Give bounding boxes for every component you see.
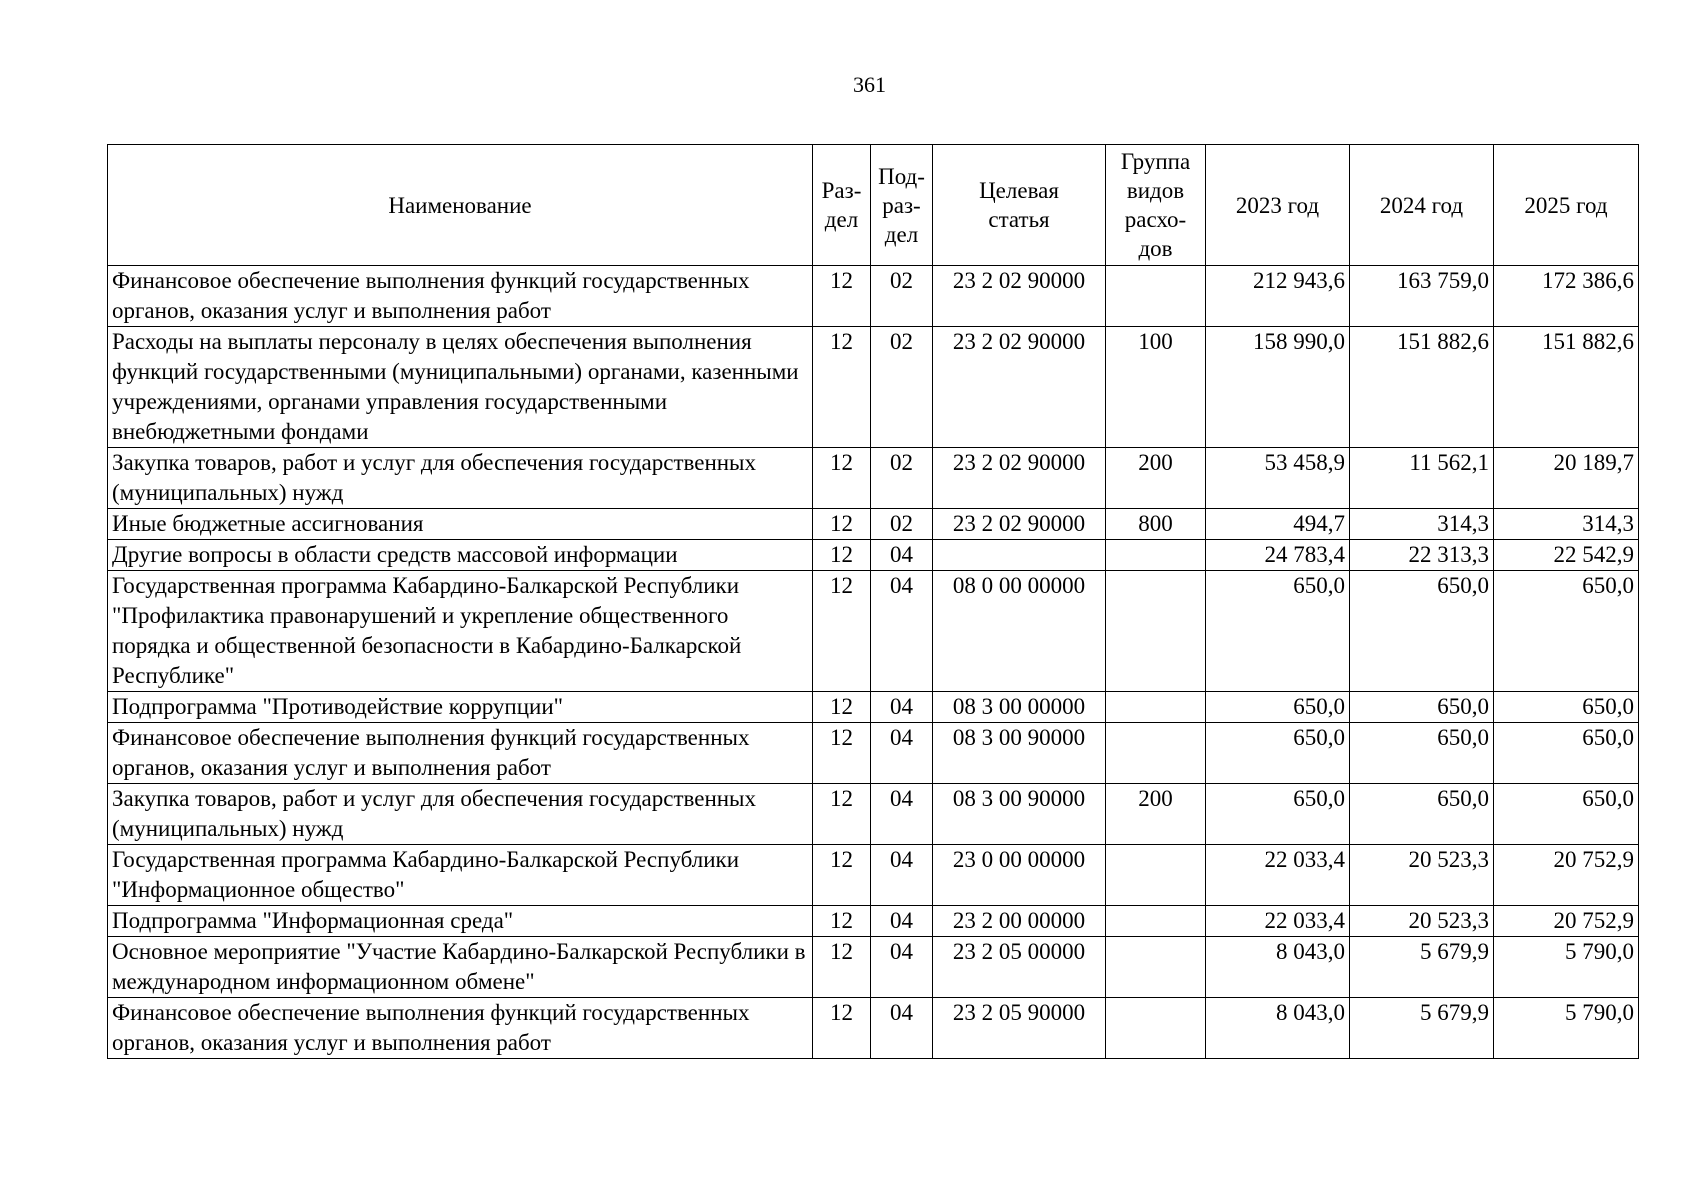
row-group [1106, 906, 1206, 937]
row-2025: 172 386,6 [1494, 266, 1639, 327]
row-2025: 650,0 [1494, 784, 1639, 845]
header-2025: 2025 год [1494, 145, 1639, 266]
row-2023: 24 783,4 [1206, 540, 1350, 571]
row-2024: 650,0 [1350, 723, 1494, 784]
row-razdel: 12 [813, 723, 871, 784]
row-2025: 5 790,0 [1494, 937, 1639, 998]
row-name: Иные бюджетные ассигнования [108, 509, 813, 540]
row-name: Государственная программа Кабардино-Балкарской Республики "Профилактика правонарушений и укрепление общественного порядка и общественной безопасности в Кабардино-Балкарской Республике" [108, 571, 813, 692]
row-article: 08 3 00 90000 [933, 723, 1106, 784]
table-row [108, 327, 1639, 448]
row-2023: 53 458,9 [1206, 448, 1350, 509]
row-2024: 22 313,3 [1350, 540, 1494, 571]
row-article: 23 2 00 00000 [933, 906, 1106, 937]
row-group [1106, 723, 1206, 784]
row-group: 800 [1106, 509, 1206, 540]
row-2023: 212 943,6 [1206, 266, 1350, 327]
row-2025: 314,3 [1494, 509, 1639, 540]
row-article: 23 2 02 90000 [933, 266, 1106, 327]
row-name: Расходы на выплаты персоналу в целях обеспечения выполнения функций государственными (муниципальными) органами, казенными учреждениями, органами управления государственными внебюджетными фондами [108, 327, 813, 448]
row-podrazdel: 04 [871, 906, 933, 937]
row-article: 23 0 00 00000 [933, 845, 1106, 906]
row-podrazdel: 04 [871, 540, 933, 571]
header-podrazdel: Под- раз- дел [871, 145, 933, 266]
row-podrazdel: 04 [871, 845, 933, 906]
row-razdel: 12 [813, 509, 871, 540]
page-number: 361 [853, 72, 886, 97]
row-razdel: 12 [813, 266, 871, 327]
row-2023: 650,0 [1206, 784, 1350, 845]
row-2023: 650,0 [1206, 692, 1350, 723]
row-podrazdel: 04 [871, 998, 933, 1059]
row-article: 23 2 02 90000 [933, 327, 1106, 448]
row-razdel: 12 [813, 327, 871, 448]
row-razdel: 12 [813, 998, 871, 1059]
row-2024: 20 523,3 [1350, 906, 1494, 937]
row-razdel: 12 [813, 540, 871, 571]
row-podrazdel: 04 [871, 784, 933, 845]
row-name: Финансовое обеспечение выполнения функций государственных органов, оказания услуг и выполнения работ [108, 998, 813, 1059]
row-podrazdel: 04 [871, 937, 933, 998]
row-2023: 8 043,0 [1206, 937, 1350, 998]
row-2023: 22 033,4 [1206, 906, 1350, 937]
row-2024: 5 679,9 [1350, 937, 1494, 998]
row-2024: 650,0 [1350, 784, 1494, 845]
header-name: Наименование [108, 145, 813, 266]
row-article: 23 2 05 00000 [933, 937, 1106, 998]
header-2024: 2024 год [1350, 145, 1494, 266]
row-podrazdel: 02 [871, 448, 933, 509]
row-name: Государственная программа Кабардино-Балкарской Республики "Информационное общество" [108, 845, 813, 906]
row-2024: 20 523,3 [1350, 845, 1494, 906]
row-group [1106, 266, 1206, 327]
table-header-row [108, 145, 1639, 266]
row-name: Другие вопросы в области средств массовой информации [108, 540, 813, 571]
row-podrazdel: 04 [871, 692, 933, 723]
row-2024: 11 562,1 [1350, 448, 1494, 509]
row-group [1106, 540, 1206, 571]
header-group: Группа видов расхо- дов [1106, 145, 1206, 266]
row-podrazdel: 02 [871, 509, 933, 540]
table-row [108, 723, 1639, 784]
row-razdel: 12 [813, 906, 871, 937]
row-podrazdel: 02 [871, 327, 933, 448]
row-podrazdel: 04 [871, 723, 933, 784]
table-row [108, 906, 1639, 937]
row-2023: 22 033,4 [1206, 845, 1350, 906]
row-2024: 163 759,0 [1350, 266, 1494, 327]
row-razdel: 12 [813, 571, 871, 692]
table-row [108, 784, 1639, 845]
table-row [108, 509, 1639, 540]
row-group: 200 [1106, 784, 1206, 845]
table-row [108, 571, 1639, 692]
table-row [108, 692, 1639, 723]
table-row [108, 540, 1639, 571]
table-row [108, 448, 1639, 509]
header-razdel: Раз- дел [813, 145, 871, 266]
row-group [1106, 937, 1206, 998]
row-razdel: 12 [813, 448, 871, 509]
row-2023: 650,0 [1206, 571, 1350, 692]
row-2024: 314,3 [1350, 509, 1494, 540]
row-group [1106, 692, 1206, 723]
row-2025: 650,0 [1494, 571, 1639, 692]
row-podrazdel: 02 [871, 266, 933, 327]
row-2023: 650,0 [1206, 723, 1350, 784]
row-2024: 650,0 [1350, 571, 1494, 692]
row-group: 200 [1106, 448, 1206, 509]
row-article: 08 0 00 00000 [933, 571, 1106, 692]
table-row [108, 937, 1639, 998]
row-razdel: 12 [813, 845, 871, 906]
row-2025: 20 752,9 [1494, 845, 1639, 906]
budget-table [107, 144, 1639, 1059]
row-name: Финансовое обеспечение выполнения функций государственных органов, оказания услуг и выполнения работ [108, 266, 813, 327]
row-name: Закупка товаров, работ и услуг для обеспечения государственных (муниципальных) нужд [108, 784, 813, 845]
row-name: Основное мероприятие "Участие Кабардино-Балкарской Республики в международном информационном обмене" [108, 937, 813, 998]
row-article [933, 540, 1106, 571]
row-podrazdel: 04 [871, 571, 933, 692]
row-razdel: 12 [813, 692, 871, 723]
row-name: Подпрограмма "Информационная среда" [108, 906, 813, 937]
table-row [108, 266, 1639, 327]
row-2023: 158 990,0 [1206, 327, 1350, 448]
table-row [108, 998, 1639, 1059]
row-2025: 22 542,9 [1494, 540, 1639, 571]
row-2025: 650,0 [1494, 723, 1639, 784]
row-name: Закупка товаров, работ и услуг для обеспечения государственных (муниципальных) нужд [108, 448, 813, 509]
header-2023: 2023 год [1206, 145, 1350, 266]
row-name: Подпрограмма "Противодействие коррупции" [108, 692, 813, 723]
table-row [108, 845, 1639, 906]
row-article: 08 3 00 00000 [933, 692, 1106, 723]
row-article: 23 2 02 90000 [933, 509, 1106, 540]
row-2025: 20 752,9 [1494, 906, 1639, 937]
row-2024: 151 882,6 [1350, 327, 1494, 448]
row-article: 23 2 05 90000 [933, 998, 1106, 1059]
row-group: 100 [1106, 327, 1206, 448]
row-group [1106, 571, 1206, 692]
row-2025: 151 882,6 [1494, 327, 1639, 448]
row-2023: 494,7 [1206, 509, 1350, 540]
row-article: 23 2 02 90000 [933, 448, 1106, 509]
row-article: 08 3 00 90000 [933, 784, 1106, 845]
row-2025: 20 189,7 [1494, 448, 1639, 509]
row-2025: 5 790,0 [1494, 998, 1639, 1059]
row-2024: 650,0 [1350, 692, 1494, 723]
row-group [1106, 845, 1206, 906]
row-2024: 5 679,9 [1350, 998, 1494, 1059]
row-2025: 650,0 [1494, 692, 1639, 723]
row-name: Финансовое обеспечение выполнения функций государственных органов, оказания услуг и выполнения работ [108, 723, 813, 784]
row-razdel: 12 [813, 937, 871, 998]
row-group [1106, 998, 1206, 1059]
row-2023: 8 043,0 [1206, 998, 1350, 1059]
header-article: Целевая статья [933, 145, 1106, 266]
row-razdel: 12 [813, 784, 871, 845]
